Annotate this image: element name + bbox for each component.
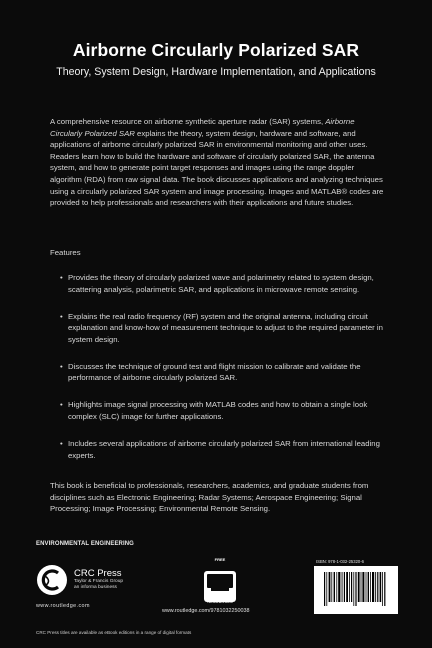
closing-paragraph: This book is beneficial to professionals, researchers, academics, and graduate students from disciplines such as Electronic Engineering; Radar Systems; Aerospace Engineering; Signal Processing; Image Processing; Environmental Remote Sensing. — [50, 481, 369, 514]
feature-text: Explains the real radio frequency (RF) system and the original antenna, including circuit explanation and know-how of measurement technique to adjust to the required parameter in system design. — [68, 311, 383, 344]
intro-lead: A comprehensive resource on airborne synthetic aperture radar (SAR) systems, — [50, 117, 326, 126]
feature-item — [60, 361, 384, 384]
badge-free-label: FREE — [214, 557, 226, 562]
crc-press-logo-icon — [36, 564, 68, 596]
isbn-label: ISBN: 978-1-032-25320-6 — [316, 559, 364, 564]
feature-text: Discusses the technique of ground test and flight mission to calibrate and validate the performance of airborne circularly polarized SAR. — [68, 361, 361, 383]
publisher-block — [36, 556, 156, 609]
feature-item — [60, 311, 384, 346]
bullet-icon: • — [60, 361, 63, 371]
book-subtitle: Theory, System Design, Hardware Implementation, and Applications — [56, 66, 376, 78]
catalog-url: www.routledge.com/9781032250038 — [162, 608, 250, 614]
bullet-icon: • — [60, 273, 63, 282]
feature-text: Provides the theory of circularly polarized wave and polarimetry related to system design, scattering analysis, polarimetric SAR, and applications in microwave remote sensing. — [68, 273, 374, 294]
feature-text: Highlights image signal processing with MATLAB codes and how to obtain a single look complex (SLC) image for further applications. — [68, 400, 368, 421]
barcode — [314, 566, 398, 614]
intro-italic-title: Airborne Circularly Polarized SAR — [50, 117, 355, 138]
badge-line-1: INSTRUCTOR — [206, 591, 234, 596]
feature-item — [60, 272, 384, 295]
features-heading: Features — [50, 248, 81, 257]
publisher-name: CRC Press — [74, 568, 122, 579]
publisher-business: an informa business — [74, 585, 117, 590]
barcode-icon — [314, 566, 398, 614]
intro-rest: explains the theory, system design, hardware and software, and applications of airborne circularly polarized SAR in environmental monitoring and other uses. Readers learn how to build the hardware and software of circularly polarized SAR, the antenna system, and how to generate point target responses and images using the range doppler algorithm (RDA) from raw signal data. The book discusses applications and analyzing techniques using a circularly polarized SAR system and image processing. Images and MATLAB® codes are provided to help professionals and researchers with their applications and future studies. — [50, 128, 384, 208]
publisher-group: Taylor & Francis Group — [74, 579, 124, 584]
badge-line-2: & STUDENT — [208, 595, 232, 600]
series-label: ENVIRONMENTAL ENGINEERING — [36, 541, 134, 547]
badge-line-3: RESOURCES — [207, 599, 233, 604]
ebook-footnote: CRC Press titles are available as eBook editions in a range of digital formats — [36, 630, 192, 635]
feature-text: Includes several applications of airborne circularly polarized SAR from international leading experts. — [68, 438, 380, 460]
bullet-icon: • — [60, 311, 63, 321]
bullet-icon: • — [60, 438, 63, 448]
feature-item — [60, 438, 384, 461]
book-title: Airborne Circularly Polarized SAR — [72, 40, 360, 60]
feature-item — [60, 399, 384, 422]
intro-paragraph — [50, 116, 386, 209]
publisher-url: www.routledge.com — [36, 603, 90, 609]
bullet-icon: • — [60, 400, 63, 410]
features-list — [60, 272, 384, 476]
